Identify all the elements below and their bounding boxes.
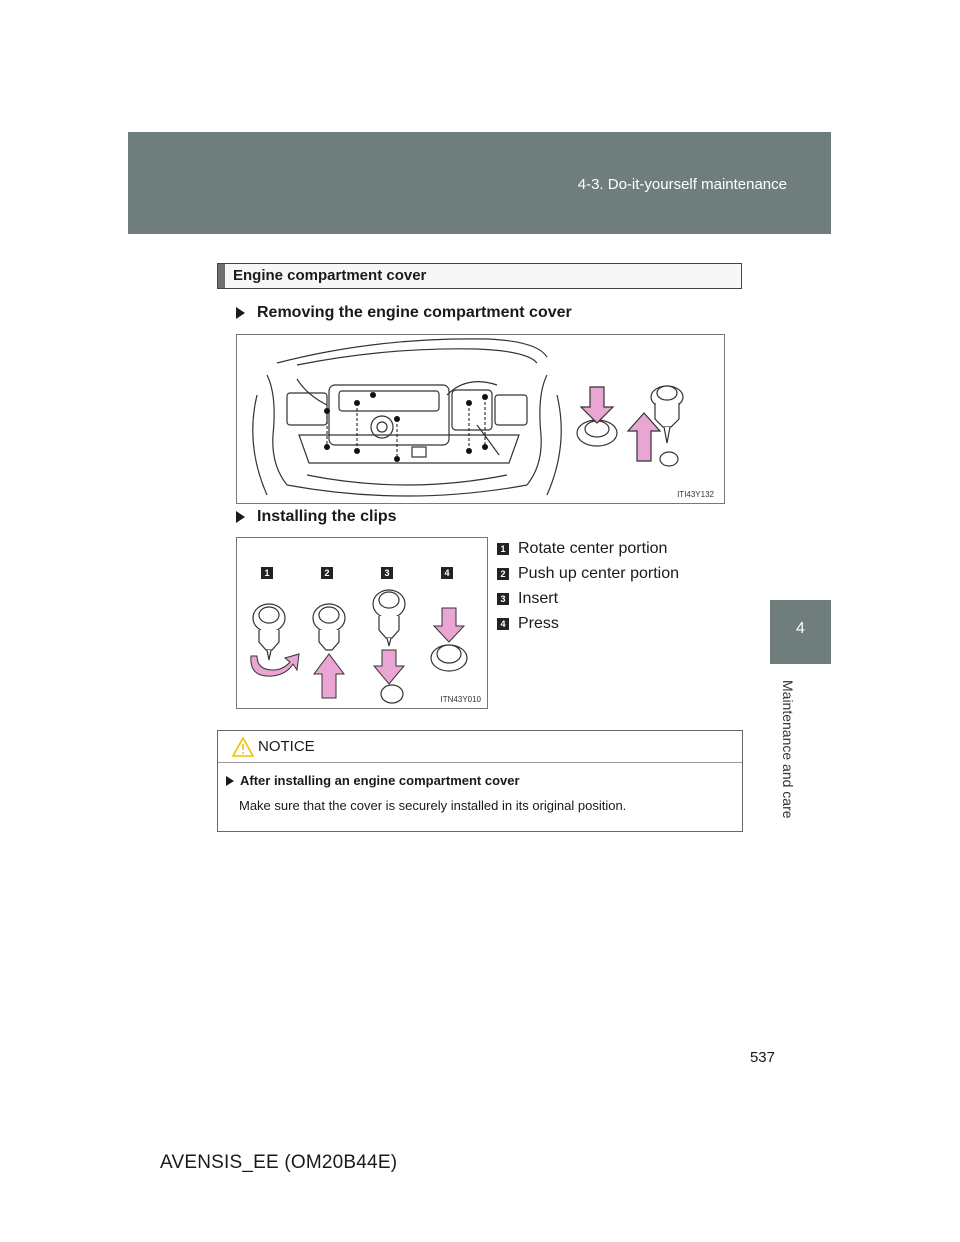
header-band (128, 132, 831, 234)
figure-code: ITI43Y132 (677, 490, 714, 499)
installing-subheading (236, 508, 397, 526)
section-heading-text: Engine compartment cover (233, 267, 427, 284)
step-number: 1 (497, 543, 509, 555)
removing-subheading (236, 304, 572, 322)
step-label: 2 (324, 568, 330, 578)
steps-list (497, 536, 679, 636)
list-item (497, 536, 679, 561)
heading-bar (218, 264, 225, 288)
list-item (497, 586, 679, 611)
notice-subheading-text: After installing an engine compartment cover (240, 773, 520, 788)
step-label: 4 (444, 568, 450, 578)
notice-subheading (226, 773, 520, 788)
step-text: Insert (518, 589, 559, 607)
clip-steps-illustration (237, 538, 487, 708)
chapter-number: 4 (796, 620, 805, 637)
step-number: 3 (497, 593, 509, 605)
step-text: Rotate center portion (518, 539, 668, 557)
step-label: 3 (384, 568, 390, 578)
footer-text: AVENSIS_EE (OM20B44E) (160, 1152, 398, 1173)
notice-box (217, 730, 743, 832)
step-text: Press (518, 614, 559, 632)
warning-triangle-icon (232, 737, 254, 757)
installing-subheading-text: Installing the clips (257, 508, 397, 525)
black-triangle-bullet-icon (226, 776, 234, 786)
section-heading (217, 263, 742, 289)
step-text: Push up center portion (518, 564, 679, 582)
step-number: 2 (497, 568, 509, 580)
step-number: 4 (497, 618, 509, 630)
page-number: 537 (749, 1049, 775, 1066)
chapter-label: Maintenance and care (780, 680, 796, 819)
list-item (497, 561, 679, 586)
removing-subheading-text: Removing the engine compartment cover (257, 304, 572, 321)
black-triangle-bullet-icon (236, 307, 245, 319)
notice-body: Make sure that the cover is securely installed in its original position. (239, 798, 627, 813)
black-triangle-bullet-icon (236, 511, 245, 523)
section-title: 4-3. Do-it-yourself maintenance (577, 176, 787, 193)
step-label: 1 (264, 568, 270, 578)
notice-label: NOTICE (258, 738, 315, 755)
list-item (497, 611, 679, 636)
figure-code: ITN43Y010 (440, 695, 481, 704)
chapter-tab (770, 600, 831, 664)
engine-bay-illustration (237, 335, 724, 503)
chapter-label-wrap (774, 680, 804, 819)
engine-cover-figure (236, 334, 725, 504)
installing-clips-figure (236, 537, 488, 709)
notice-header (218, 731, 742, 763)
